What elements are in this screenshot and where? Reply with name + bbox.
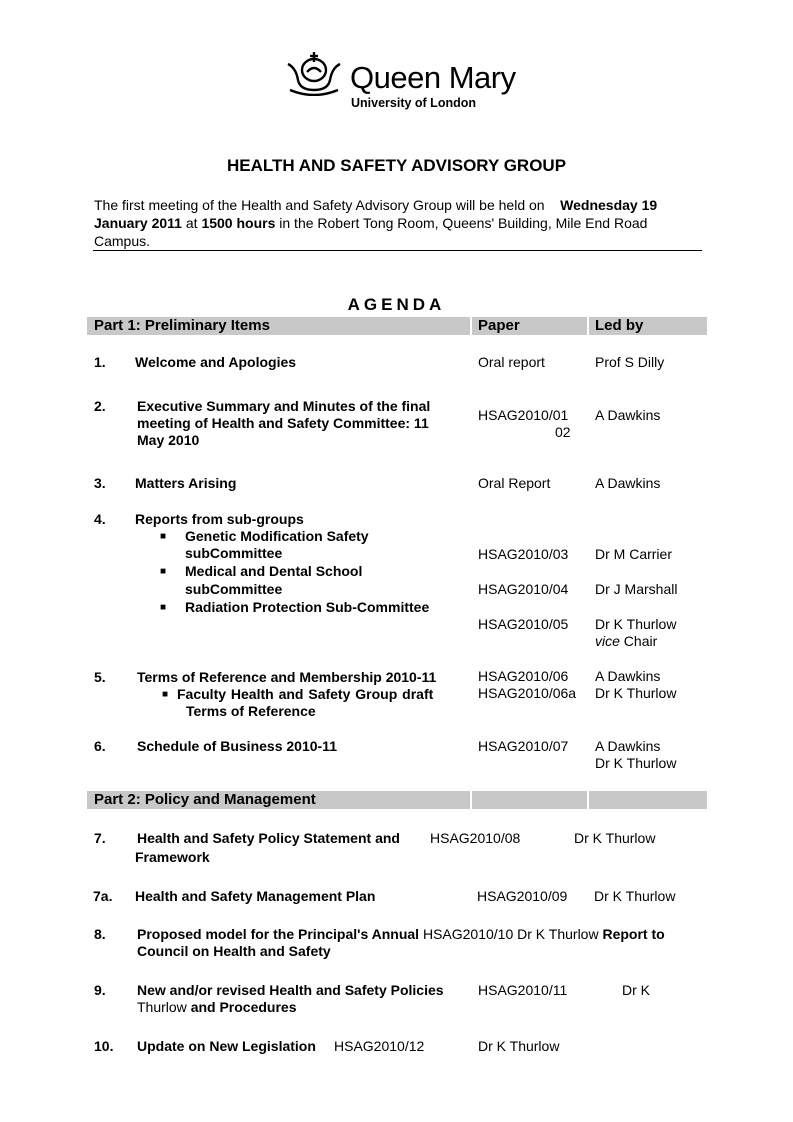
sub-item: Terms of Reference — [186, 703, 316, 719]
intro-pre: The first meeting of the Health and Safety Advisory Group will be held on — [94, 197, 545, 213]
item-title: Council on Health and Safety — [137, 943, 331, 959]
item-title: Welcome and Apologies — [135, 354, 297, 370]
item-led-by: A Dawkins — [595, 738, 661, 754]
item-led-by: A Dawkins — [595, 475, 661, 491]
item-number: 1. — [94, 354, 106, 370]
item-number: 3. — [94, 475, 106, 491]
logo-name: Queen Mary — [350, 60, 516, 95]
item-number: 2. — [94, 398, 106, 414]
vice-label: vice — [595, 633, 620, 649]
item-title: Schedule of Business 2010-11 — [137, 738, 337, 754]
item-title: May 2010 — [137, 432, 200, 448]
sub-item: Genetic Modification Safety — [185, 528, 369, 544]
paper-column-header: Paper — [478, 317, 520, 334]
logo-subtitle: University of London — [351, 96, 476, 110]
item-number: 10. — [94, 1038, 114, 1054]
item-line — [137, 999, 297, 1015]
intro-at: at — [185, 215, 198, 231]
item-paper: HSAG2010/01 — [478, 407, 569, 423]
item-paper: Oral report — [478, 354, 545, 370]
agenda-heading: AGENDA — [347, 295, 446, 314]
item-title: Reports from sub-groups — [135, 511, 304, 527]
item-paper: HSAG2010/06a — [478, 685, 577, 701]
item-led-by: Dr K Thurlow — [595, 755, 677, 771]
item-led-by: Dr M Carrier — [595, 546, 672, 562]
item-paper-led: HSAG2010/10 Dr K Thurlow — [422, 926, 599, 942]
item-paper: HSAG2010/07 — [478, 738, 569, 754]
sub-item: subCommittee — [185, 545, 283, 561]
part2-label: Part 2: Policy and Management — [94, 791, 316, 808]
item-title-cont: Report to — [602, 926, 665, 942]
item-title: Proposed model for the Principal's Annual — [137, 926, 420, 942]
item-title: Executive Summary and Minutes of the final — [137, 398, 431, 414]
item-title: Health and Safety Policy Statement and — [137, 830, 400, 846]
item-paper: HSAG2010/05 — [478, 616, 569, 632]
divider — [93, 250, 702, 251]
page-title: HEALTH AND SAFETY ADVISORY GROUP — [226, 156, 567, 175]
sub-item: Medical and Dental School — [185, 563, 363, 579]
intro-time: 1500 hours — [201, 215, 276, 231]
item-title: New and/or revised Health and Safety Policies — [137, 982, 444, 998]
bullet-icon: ■ — [160, 602, 167, 613]
intro-paragraph — [94, 196, 704, 250]
part1-label: Part 1: Preliminary Items — [94, 317, 270, 334]
item-led-by: Dr K Thurlow — [595, 616, 677, 632]
item-led-by: Dr K Thurlow — [478, 1038, 560, 1054]
item-paper: HSAG2010/03 — [478, 546, 569, 562]
chair-label: Chair — [619, 633, 658, 649]
item-led-by: A Dawkins — [595, 668, 661, 684]
item-title: Health and Safety Management Plan — [135, 888, 376, 904]
item-number: 8. — [94, 926, 106, 942]
item-number: 4. — [94, 511, 106, 527]
item-paper: HSAG2010/09 — [477, 888, 568, 904]
item-title: Update on New Legislation — [137, 1038, 316, 1054]
intro-date: Wednesday 19 January 2011 — [94, 197, 658, 231]
item-led-by: Dr K Thurlow — [594, 888, 676, 904]
item-paper: HSAG2010/06 — [478, 668, 569, 684]
item-led-by-cont: Thurlow — [137, 999, 187, 1015]
university-crest-icon — [286, 50, 342, 96]
item-title: Matters Arising — [135, 475, 237, 491]
item-line — [137, 926, 665, 942]
item-led-by: A Dawkins — [595, 407, 661, 423]
item-paper: HSAG2010/04 — [478, 581, 569, 597]
sub-item: Faculty Health and Safety Group draft — [177, 686, 434, 702]
item-number: 7. — [94, 830, 106, 846]
item-title: Terms of Reference and Membership 2010-11 — [137, 669, 437, 685]
item-number: 6. — [94, 738, 106, 754]
item-paper: HSAG2010/08 — [430, 830, 521, 846]
bullet-icon: ■ — [160, 566, 167, 577]
item-paper: HSAG2010/12 — [334, 1038, 425, 1054]
led-by-column-header: Led by — [595, 317, 644, 334]
sub-item: subCommittee — [185, 581, 283, 597]
item-number: 5. — [94, 669, 106, 685]
item-title: meeting of Health and Safety Committee: 11 — [137, 415, 429, 431]
item-paper: Oral Report — [478, 475, 551, 491]
item-number: 7a. — [93, 888, 113, 904]
item-led-by: Prof S Dilly — [595, 354, 665, 370]
item-title-cont: and Procedures — [190, 999, 297, 1015]
item-number: 9. — [94, 982, 106, 998]
item-led-by: Dr K Thurlow — [595, 685, 677, 701]
item-paper: 02 — [555, 424, 571, 440]
item-led-by: Dr K Thurlow — [574, 830, 656, 846]
sub-item: Radiation Protection Sub-Committee — [185, 599, 430, 615]
item-led-by-role — [595, 633, 657, 649]
intro-post: in the Robert Tong Room, Queens' Building, Mile End Road Campus. — [94, 215, 648, 249]
item-paper: HSAG2010/11 — [478, 982, 568, 998]
bullet-icon: ■ — [162, 689, 169, 700]
item-title: Framework — [135, 849, 210, 865]
item-led-by: Dr K — [622, 982, 650, 998]
item-led-by: Dr J Marshall — [595, 581, 678, 597]
bullet-icon: ■ — [160, 531, 167, 542]
